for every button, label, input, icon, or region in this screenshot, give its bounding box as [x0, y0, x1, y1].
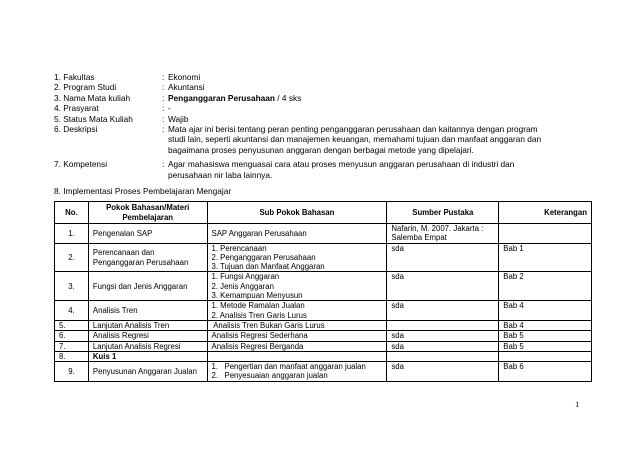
description-line: Mata ajar ini berisi tentang peran penting penganggaran perusahaan dan kaitannya dengan program: [168, 124, 538, 135]
sub-line: 1. Pengertian dan manfaat anggaran jualan: [211, 362, 366, 372]
sumber-line: sda: [391, 362, 404, 372]
course-credits: / 4 sks: [274, 92, 302, 103]
cell-pokok: Analisis Tren: [88, 301, 207, 321]
sumber-line: sda: [391, 243, 404, 253]
sub-line: 3. Kemampuan Menyusun: [211, 291, 303, 301]
info-label: 7. Kompetensi: [54, 159, 108, 170]
cell-sumber: [387, 224, 499, 244]
cell-sumber: [387, 320, 499, 330]
sub-line: 1. Perencanaan: [211, 243, 267, 253]
competency-line: Agar mahasiswa menguasai cara atau proses menyusun anggaran perusahaan di industri dan: [168, 159, 515, 170]
info-separator: :: [162, 103, 165, 114]
info-label: 5. Status Mata Kuliah: [54, 113, 133, 124]
info-separator: :: [162, 124, 165, 135]
sumber-line: Nafarin, M. 2007. Jakarta :: [391, 224, 484, 233]
info-row-deskripsi: [54, 124, 614, 155]
cell-ket: Bab 2: [499, 272, 592, 301]
sub-line: Analisis Regresi Sederhana: [211, 331, 308, 341]
cell-no: 6.: [55, 331, 89, 341]
table-row: [55, 243, 592, 272]
sub-line: 1. Fungsi Anggaran: [211, 272, 280, 282]
cell-no: 8.: [55, 351, 89, 361]
info-value: [168, 159, 614, 180]
info-value: Akuntansi: [168, 82, 205, 93]
info-value: [168, 124, 614, 155]
table-row: [55, 301, 592, 321]
info-row-nama-mata-kuliah: [54, 93, 614, 103]
sub-line: Analisis Tren Bukan Garis Lurus: [211, 320, 325, 330]
sub-line: 1. Metode Ramalan Jualan: [211, 301, 305, 311]
cell-pokok: Perencanaan dan Penganggaran Perusahaan: [88, 243, 207, 272]
course-name: Penganggaran Perusahaan: [168, 92, 275, 103]
cell-sumber: [387, 272, 499, 301]
cell-pokok: Lanjutan Analisis Tren: [88, 320, 207, 330]
description-line: studi lain, seperti akuntansi dan manajemen keuangan, memahami tujuan dan manfaat anggaran dan: [168, 134, 542, 145]
cell-pokok: Penyusunan Anggaran Jualan: [88, 362, 207, 382]
info-label: 3. Nama Mata kuliah: [54, 92, 131, 103]
table-row: [55, 224, 592, 244]
cell-sumber: [387, 341, 499, 351]
cell-sub: [207, 362, 387, 382]
table-row: [55, 341, 592, 351]
header-sub-pokok-bahasan: Sub Pokok Bahasan: [207, 202, 387, 224]
cell-ket: Bab 6: [499, 362, 592, 382]
cell-sumber: [387, 351, 499, 361]
table-row: [55, 362, 592, 382]
cell-no: 5.: [55, 320, 89, 330]
sub-line: Analisis Regresi Berganda: [211, 341, 304, 351]
cell-sub: [207, 341, 387, 351]
sub-line: 2. Jenis Anggaran: [211, 281, 274, 291]
learning-plan-table: [54, 201, 592, 382]
sub-line: 2. Analisis Tren Garis Lurus: [211, 310, 307, 320]
info-value: [168, 93, 614, 103]
cell-no: 1.: [55, 224, 89, 244]
sub-line: 2. Penyesuaian anggaran jualan: [211, 371, 328, 381]
sumber-line: sda: [391, 331, 404, 341]
sub-line: 3. Tujuan dan Manfaat Anggaran: [211, 262, 325, 272]
page-number: 1: [575, 399, 580, 409]
cell-ket: [499, 351, 592, 361]
info-separator: :: [162, 72, 165, 82]
cell-pokok: Kuis 1: [88, 351, 207, 361]
course-info: [54, 72, 614, 180]
description-line: bagaimana proses penyusunan anggaran dengan berbagai metode yang dipelajari.: [168, 144, 474, 155]
cell-sumber: [387, 331, 499, 341]
cell-sumber: [387, 301, 499, 321]
cell-sub: [207, 272, 387, 301]
info-value: Wajib: [168, 113, 189, 124]
section-title: 8. Implementasi Proses Pembelajaran Mengajar: [54, 186, 232, 196]
cell-no: 7.: [55, 341, 89, 351]
table-row: [55, 351, 592, 361]
info-label: 1. Fakultas: [54, 72, 95, 82]
table-row: [55, 320, 592, 330]
cell-ket: Bab 5: [499, 341, 592, 351]
info-label: 4. Prasyarat: [54, 103, 99, 114]
cell-pokok: Analisis Regresi: [88, 331, 207, 341]
cell-ket: Bab 4: [499, 320, 592, 330]
sumber-line: sda: [391, 301, 404, 311]
cell-sub: [207, 320, 387, 330]
cell-pokok: Fungsi dan Jenis Anggaran: [88, 272, 207, 301]
cell-no: 2.: [55, 243, 89, 272]
cell-pokok: Pengenalan SAP: [88, 224, 207, 244]
cell-sub: [207, 351, 387, 361]
info-label: 6. Deskripsi: [54, 124, 98, 135]
sub-line: 2. Penganggaran Perusahaan: [211, 252, 316, 262]
header-no: No.: [55, 202, 89, 224]
competency-line: perusahaan nir laba lainnya.: [168, 169, 273, 180]
sumber-line: sda: [391, 341, 404, 351]
sumber-line: Salemba Empat: [391, 233, 447, 243]
header-sumber-pustaka: Sumber Pustaka: [387, 202, 499, 224]
info-row-program-studi: [54, 82, 614, 92]
cell-no: 4.: [55, 301, 89, 321]
info-value: Ekonomi: [168, 72, 201, 82]
sumber-line: sda: [391, 272, 404, 282]
cell-sub: [207, 243, 387, 272]
sub-line: SAP Anggaran Perusahaan: [211, 228, 307, 238]
cell-sub: [207, 331, 387, 341]
info-separator: :: [162, 82, 165, 93]
info-row-prasyarat: [54, 103, 614, 113]
cell-sumber: [387, 362, 499, 382]
header-keterangan: Keterangan: [499, 202, 592, 224]
cell-sumber: [387, 243, 499, 272]
cell-no: 9.: [55, 362, 89, 382]
cell-ket: [499, 224, 592, 244]
table-row: [55, 331, 592, 341]
info-label: 2. Program Studi: [54, 82, 117, 93]
cell-no: 3.: [55, 272, 89, 301]
info-separator: :: [162, 92, 165, 103]
cell-ket: Bab 4: [499, 301, 592, 321]
info-row-status: [54, 114, 614, 124]
info-row-fakultas: [54, 72, 614, 82]
info-row-kompetensi: [54, 159, 614, 180]
cell-ket: Bab 5: [499, 331, 592, 341]
cell-sub: [207, 224, 387, 244]
cell-ket: Bab 1: [499, 243, 592, 272]
info-separator: :: [162, 113, 165, 124]
cell-pokok: Lanjutan Analisis Regresi: [88, 341, 207, 351]
cell-sub: [207, 301, 387, 321]
table-row: [55, 272, 592, 301]
table-header-row: [55, 202, 592, 224]
info-separator: :: [162, 159, 165, 170]
header-pokok-bahasan: Pokok Bahasan/Materi Pembelajaran: [88, 202, 207, 224]
info-value: -: [168, 103, 171, 114]
